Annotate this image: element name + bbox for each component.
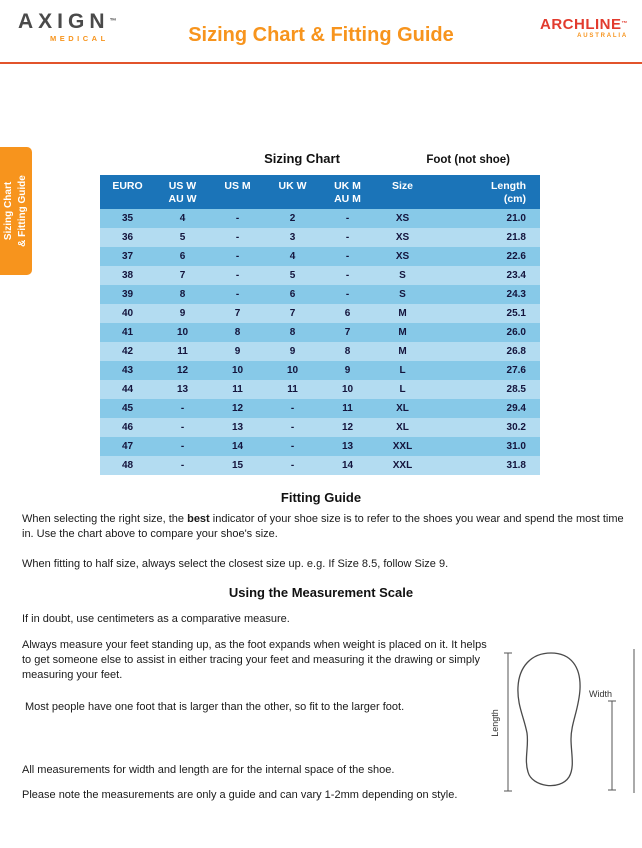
table-cell: 9 [344, 365, 351, 376]
table-cell: 8 [179, 289, 186, 300]
table-cell: 31.0 [506, 441, 526, 452]
fitting-guide-heading: Fitting Guide [280, 490, 362, 505]
table-cell: - [235, 289, 240, 300]
column-header-line2: AU M [334, 193, 361, 205]
table-row [100, 361, 540, 380]
table-cell: 36 [121, 232, 134, 243]
table-cell: - [180, 403, 185, 414]
table-cell: - [235, 251, 240, 262]
paragraph-text: indicator of your shoe size is to refer to the shoes you wear and spend the most time in. Use the chart above to compare your shoe's size. [22, 513, 624, 540]
table-cell: 14 [341, 460, 354, 471]
table-row [100, 437, 540, 456]
column-header-line1: Size [391, 180, 413, 192]
table-cell: XS [395, 213, 410, 224]
table-cell: 21.8 [506, 232, 526, 243]
table-cell: 25.1 [506, 308, 526, 319]
table-cell: 12 [176, 365, 189, 376]
table-cell: 27.6 [506, 365, 526, 376]
column-header-line2 [210, 193, 265, 206]
axign-logo-text: AXIGN [18, 10, 110, 33]
column-header-line2 [375, 193, 430, 206]
table-cell: 26.0 [506, 327, 526, 338]
measurement-paragraph-2: Always measure your feet standing up, as the foot expands when weight is placed on it. It helps to get someone else to assist in either tracing your feet and measuring it the drawing or simply measuring your feet. [22, 639, 487, 681]
column-header-line1: UK M [334, 180, 361, 192]
column-header-line1: EURO [112, 180, 143, 192]
table-cell: 10 [176, 327, 189, 338]
length-label: Length [490, 709, 500, 737]
table-cell: 3 [289, 232, 296, 243]
table-row [100, 323, 540, 342]
table-cell: XL [396, 403, 409, 414]
table-cell: M [398, 346, 407, 357]
table-cell: - [290, 403, 295, 414]
archline-logo-subtext: AUSTRALIA [577, 33, 628, 39]
table-cell: 12 [231, 403, 244, 414]
sizing-table [100, 175, 540, 475]
side-tab [0, 147, 32, 275]
archline-logo-name [540, 17, 628, 32]
column-header-size [375, 175, 430, 209]
table-cell: 23.4 [506, 270, 526, 281]
fitting-guide-paragraph-2: When fitting to half size, always select the closest size up. e.g. If Size 8.5, follow Size 9. [22, 558, 449, 570]
table-cell: 4 [289, 251, 296, 262]
measurement-paragraph-3: Most people have one foot that is larger than the other, so fit to the larger foot. [25, 701, 405, 713]
axign-logo-name [18, 11, 117, 33]
table-cell: M [398, 308, 407, 319]
table-cell: 44 [121, 384, 134, 395]
archline-trademark: ™ [621, 21, 628, 27]
table-cell: 11 [177, 346, 188, 357]
table-cell: - [235, 213, 240, 224]
table-cell: 13 [341, 441, 354, 452]
measurement-scale-heading: Using the Measurement Scale [228, 585, 414, 600]
table-cell: 8 [234, 327, 241, 338]
table-cell: 13 [176, 384, 189, 395]
column-header-length [430, 175, 540, 209]
foot-not-shoe-note: Foot (not shoe) [426, 154, 510, 166]
table-cell: 45 [121, 403, 134, 414]
table-cell: 8 [344, 346, 351, 357]
table-cell: - [345, 232, 350, 243]
table-row [100, 380, 540, 399]
column-header-line2: AU W [168, 193, 197, 205]
table-cell: 7 [344, 327, 351, 338]
table-cell: L [399, 365, 406, 376]
table-row [100, 228, 540, 247]
table-cell: 38 [121, 270, 134, 281]
table-row [100, 247, 540, 266]
archline-logo [540, 17, 628, 39]
width-label: Width [589, 689, 613, 699]
table-cell: - [180, 460, 185, 471]
table-cell: 47 [121, 441, 134, 452]
table-cell: XS [395, 251, 410, 262]
table-cell: 24.3 [506, 289, 526, 300]
table-cell: 5 [289, 270, 296, 281]
table-row [100, 285, 540, 304]
table-cell: - [235, 232, 240, 243]
column-header-ukm [320, 175, 375, 209]
table-cell: 10 [231, 365, 244, 376]
table-cell: XS [395, 232, 410, 243]
header-divider [0, 62, 642, 64]
table-row [100, 399, 540, 418]
table-cell: 10 [341, 384, 354, 395]
table-cell: 6 [289, 289, 296, 300]
page-title: Sizing Chart & Fitting Guide [188, 24, 454, 46]
column-header-line2 [265, 193, 320, 206]
foot-measurement-illustration [488, 645, 638, 797]
column-header-line2 [100, 193, 155, 206]
table-cell: 42 [121, 346, 134, 357]
table-cell: 21.0 [506, 213, 526, 224]
measurement-paragraph-1: If in doubt, use centimeters as a comparative measure. [22, 613, 290, 625]
table-cell: 26.8 [506, 346, 526, 357]
table-row [100, 209, 540, 228]
table-row [100, 456, 540, 475]
table-cell: 10 [286, 365, 299, 376]
side-tab-line2: & Fitting Guide [17, 175, 28, 247]
table-cell: - [180, 441, 185, 452]
table-cell: 40 [121, 308, 134, 319]
table-cell: - [345, 270, 350, 281]
table-cell: 9 [179, 308, 186, 319]
table-cell: - [235, 270, 240, 281]
axign-trademark: ™ [109, 18, 117, 25]
table-cell: 15 [231, 460, 244, 471]
column-header-line1: Length [491, 180, 526, 192]
table-cell: 4 [179, 213, 186, 224]
table-cell: 39 [121, 289, 134, 300]
paragraph-bold-text: best [187, 513, 210, 525]
column-header-line2: (cm) [503, 193, 526, 205]
table-cell: 37 [121, 251, 134, 262]
table-cell: 7 [234, 308, 241, 319]
column-header-usm [210, 175, 265, 209]
table-cell: M [398, 327, 407, 338]
table-cell: - [290, 460, 295, 471]
axign-logo-subtext: MEDICAL [50, 34, 109, 43]
table-cell: 13 [231, 422, 244, 433]
table-cell: - [345, 251, 350, 262]
table-cell: 8 [289, 327, 296, 338]
table-cell: - [290, 441, 295, 452]
table-cell: 12 [341, 422, 354, 433]
table-row [100, 266, 540, 285]
table-cell: L [399, 384, 406, 395]
table-cell: XL [396, 422, 409, 433]
table-cell: 35 [121, 213, 134, 224]
archline-logo-text: ARCHLINE [540, 16, 622, 33]
axign-logo [18, 11, 117, 43]
column-header-ukw [265, 175, 320, 209]
table-cell: S [399, 270, 406, 281]
table-cell: 48 [121, 460, 134, 471]
table-cell: XXL [392, 460, 413, 471]
table-cell: 6 [344, 308, 351, 319]
table-cell: 11 [232, 384, 243, 395]
table-cell: S [399, 289, 406, 300]
table-cell: 29.4 [506, 403, 526, 414]
sizing-chart-title: Sizing Chart [264, 151, 340, 166]
column-header-usw [155, 175, 210, 209]
column-header-line1: US W [168, 180, 197, 192]
table-cell: 5 [179, 232, 186, 243]
foot-outline [518, 653, 580, 786]
table-cell: 31.8 [506, 460, 526, 471]
table-cell: 46 [121, 422, 134, 433]
sizing-table-body [100, 209, 540, 475]
table-cell: - [345, 289, 350, 300]
fitting-guide-paragraph-1 [22, 512, 626, 542]
table-cell: 9 [289, 346, 296, 357]
table-cell: - [290, 422, 295, 433]
table-cell: 9 [234, 346, 241, 357]
measurement-paragraph-4: All measurements for width and length are for the internal space of the shoe. [22, 764, 395, 776]
table-cell: - [180, 422, 185, 433]
table-cell: - [345, 213, 350, 224]
page-header [0, 0, 642, 62]
table-cell: 11 [342, 403, 353, 414]
table-cell: 7 [179, 270, 186, 281]
table-row [100, 304, 540, 323]
table-cell: 6 [179, 251, 186, 262]
table-header-row [100, 175, 540, 209]
table-cell: 22.6 [506, 251, 526, 262]
table-cell: 7 [289, 308, 296, 319]
table-cell: 28.5 [506, 384, 526, 395]
column-header-euro [100, 175, 155, 209]
measurement-paragraph-5: Please note the measurements are only a guide and can vary 1-2mm depending on style. [22, 789, 458, 801]
table-cell: 30.2 [506, 422, 526, 433]
table-row [100, 418, 540, 437]
paragraph-text: When selecting the right size, the [22, 513, 188, 525]
table-row [100, 342, 540, 361]
side-tab-line1: Sizing Chart [3, 181, 14, 241]
table-cell: 41 [121, 327, 134, 338]
table-cell: XXL [392, 441, 413, 452]
table-cell: 14 [231, 441, 244, 452]
table-cell: 43 [121, 365, 134, 376]
table-cell: 11 [287, 384, 298, 395]
column-header-line1: UK W [278, 180, 307, 192]
side-tab-label [0, 147, 32, 275]
table-cell: 2 [289, 213, 296, 224]
column-header-line1: US M [224, 180, 251, 192]
